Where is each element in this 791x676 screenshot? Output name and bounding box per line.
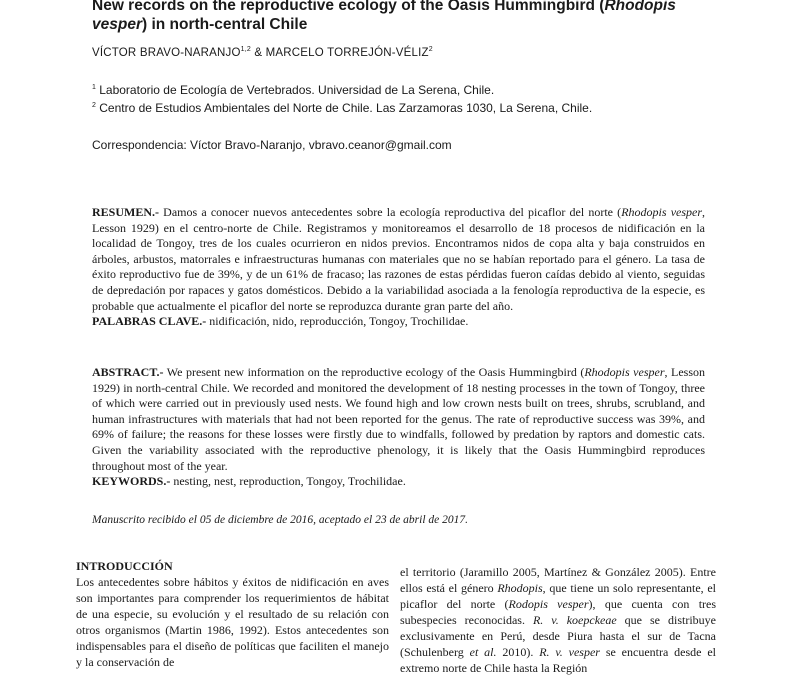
abstract-label: ABSTRACT.- xyxy=(92,365,164,379)
author-separator: & xyxy=(250,46,266,59)
intro-text-right: ), que cuenta con tres subespecies reconocidas. xyxy=(400,597,717,627)
title-text: New records on the reproductive ecology of the Oasis Hummingbird ( xyxy=(92,0,605,14)
affiliation-1 xyxy=(92,80,592,98)
resumen-label: RESUMEN.- xyxy=(92,205,160,219)
keywords-label: KEYWORDS.- xyxy=(92,474,171,489)
affiliations xyxy=(92,80,592,116)
abstract-text-cont: , Lesson 1929) in north-central Chile. We recorded and monitored the development of 18 nesting processes in the town of Tongoy, three of which were carried out in previously used nests. We found high and low crown nests built on trees, shrubs, scrubland, and human infrastructures with materials that had not been reported for the genus. The rate of reproductive success was 39%, and 69% of failure; the reasons for these losses were firstly due to windfalls, followed by predation by raptors and domestic cats. Given the variability associated with the reproductive phenology, it is likely that the Oasis Hummingbird reproduces throughout most of the year. xyxy=(92,365,705,473)
affiliation-number: 1 xyxy=(92,84,96,91)
title-text-end: ) in north-central Chile xyxy=(141,16,308,33)
intro-heading: INTRODUCCIÓN xyxy=(76,559,173,573)
intro-text-right: se encuentra desde el extremo norte de Chile hasta la Región xyxy=(400,645,717,675)
manuscript-dates: Manuscrito recibido el 05 de diciembre de 2016, aceptado el 23 de abril de 2017. xyxy=(92,514,469,526)
keywords-text: nesting, nest, reproduction, Tongoy, Trochilidae. xyxy=(170,474,406,489)
abstract-block xyxy=(92,365,705,490)
abstract-species: Rhodopis vesper xyxy=(584,365,665,379)
intro-text-right: que se distribuye exclusivamente en Perú, desde Piura hasta el sur de Tacna (Schulenberg xyxy=(400,613,716,659)
subspecies-name: R. v. vesper xyxy=(539,645,600,659)
abstract-text: We present new information on the reproductive ecology of the Oasis Hummingbird ( xyxy=(163,365,585,379)
affiliation-text: Laboratorio de Ecología de Vertebrados. Universidad de La Serena, Chile. xyxy=(95,83,495,97)
author-2: MARCELO TORREJÓN-VÉLIZ xyxy=(265,46,429,59)
intro-text-right: , que tiene un solo representante, el picaflor del norte ( xyxy=(400,581,716,611)
author-1: VÍCTOR BRAVO-NARANJO xyxy=(92,46,241,59)
affiliation-number: 2 xyxy=(92,102,96,109)
resumen-species: Rhodopis vesper xyxy=(621,205,703,219)
author-1-affiliation: 1,2 xyxy=(240,46,251,53)
affiliation-2 xyxy=(92,98,592,116)
resumen-text: Damos a conocer nuevos antecedentes sobre la ecología reproductiva del picaflor del norte ( xyxy=(159,205,622,219)
author-line xyxy=(92,46,433,59)
intro-column-right xyxy=(400,564,716,676)
author-2-affiliation: 2 xyxy=(428,46,433,53)
intro-text-left: Los antecedentes sobre hábitos y éxitos de nidificación en aves son importantes para comprender los requerimientos de hábitat de una especie, su evolución y el resultado de su relación con otros organismos (Martin 1986, 1992). Estos antecedentes son indispensables para el diseño de políticas que faciliten el manejo y la conservación de xyxy=(76,575,389,669)
palabras-clave-label: PALABRAS CLAVE.- xyxy=(92,314,207,329)
title-species: Rhodopis vesper xyxy=(92,0,676,33)
intro-text-right: 2010). xyxy=(496,645,540,659)
resumen-text-cont: , Lesson 1929) en el centro-norte de Chile. Registramos y monitoreamos el desarrollo de 18 procesos de nidificación en la localidad de Tongoy, tres de los cuales ocurrieron en nidos previos. Encontramos nidos de copa alta y baja construidos en árboles, arbustos, matorrales e infraestructuras humanas con materiales que no se habían reportado para el género. La tasa de éxito reproductivo fue de 39%, y de un 61% de fracaso; las razones de estas pérdidas fueron caídas debido al viento, seguidas de depredación por rapaces y gatos domésticos. Debido a la variabilidad asociada a la fenología reproductiva de la especie, es probable que actualmente el picaflor del norte se reproduzca durante gran parte del año. xyxy=(92,205,706,313)
affiliation-text: Centro de Estudios Ambientales del Norte de Chile. Las Zarzamoras 1030, La Serena, Chile. xyxy=(95,101,593,115)
article-title xyxy=(92,0,732,34)
correspondence: Correspondencia: Víctor Bravo-Naranjo, vbravo.ceanor@gmail.com xyxy=(92,138,452,152)
genus-name: Rhodopis xyxy=(497,581,543,595)
palabras-clave-text: nidificación, nido, reproducción, Tongoy, Trochilidae. xyxy=(206,314,469,329)
intro-text-right: el territorio (Jaramillo 2005, Martínez & González 2005). Entre ellos está el género xyxy=(400,565,716,595)
subspecies-name: R. v. koepckeae xyxy=(532,613,617,627)
species-name: Rodopis vesper xyxy=(508,597,589,611)
et-al: et al. xyxy=(469,645,497,659)
intro-column-left xyxy=(76,558,389,670)
resumen-block xyxy=(92,205,705,330)
